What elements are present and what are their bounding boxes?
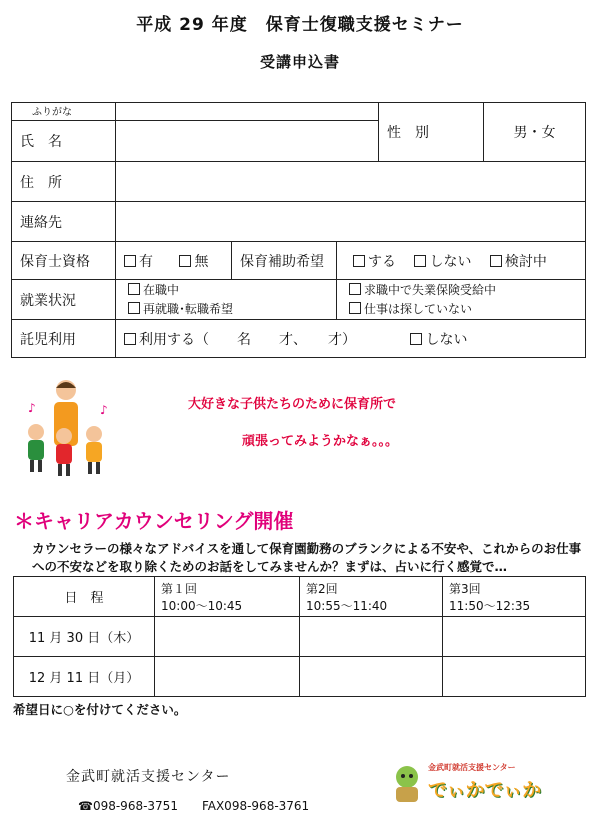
- contact-numbers: ☎098-968-3751 FAX098-968-3761: [78, 799, 310, 813]
- music-note-icon: ♪: [100, 403, 108, 417]
- logo-title: でぃかでぃか: [428, 779, 542, 801]
- center-name: 金武町就活支援センター: [66, 769, 231, 785]
- emp-seeking-checkbox[interactable]: [349, 283, 361, 295]
- employment-options-left[interactable]: [116, 280, 337, 320]
- qualification-label: 保育士資格: [12, 242, 116, 280]
- qualification-options[interactable]: [116, 242, 232, 280]
- slot-1: [155, 577, 300, 617]
- slot-3: [443, 577, 586, 617]
- application-form: [11, 102, 586, 358]
- gender-options[interactable]: 男・女: [484, 103, 586, 162]
- contact-label: 連絡先: [12, 202, 116, 242]
- qual-no-label: 無: [194, 253, 209, 270]
- date-1: 11 月 30 日（木）: [14, 617, 155, 657]
- childcare-use-checkbox[interactable]: [124, 333, 136, 345]
- mascot-icon: [388, 762, 426, 804]
- date-1-slot-2-cell[interactable]: [300, 617, 443, 657]
- emp-current-label: 在職中: [143, 282, 180, 297]
- date-1-slot-3-cell[interactable]: [443, 617, 586, 657]
- slot-label: 第2回: [306, 582, 338, 596]
- assist-consider-checkbox[interactable]: [490, 255, 502, 267]
- slot-label: 第１回: [161, 582, 198, 596]
- date-1-slot-1-cell[interactable]: [155, 617, 300, 657]
- slot-time: 10:00～10:45: [161, 599, 243, 613]
- date-2-slot-2-cell[interactable]: [300, 657, 443, 697]
- childcare-no-label: しない: [425, 331, 468, 348]
- promo-line-1: 大好きな子供たちのために保育所で: [188, 397, 397, 412]
- gender-label: 性 別: [379, 103, 484, 162]
- emp-reemploy-label: 再就職･転職希望: [143, 301, 234, 316]
- slot-time: 11:50～12:35: [449, 599, 531, 613]
- schedule-header: 日 程: [14, 577, 155, 617]
- center-logo: [384, 756, 544, 806]
- date-2-slot-1-cell[interactable]: [155, 657, 300, 697]
- assist-consider-label: 検討中: [504, 253, 547, 270]
- assist-no-label: しない: [429, 253, 472, 270]
- date-2: 12 月 11 日（月）: [14, 657, 155, 697]
- career-heading: ＊キャリアカウンセリング開催: [14, 509, 294, 533]
- name-input[interactable]: [116, 121, 379, 162]
- employment-options-right[interactable]: [337, 280, 586, 320]
- contact-input[interactable]: [116, 202, 586, 242]
- page-title: 平成 29 年度 保育士復職支援セミナー: [136, 15, 464, 35]
- address-input[interactable]: [116, 162, 586, 202]
- assistant-options[interactable]: [337, 242, 586, 280]
- furigana-input[interactable]: [116, 103, 379, 121]
- emp-not-looking-checkbox[interactable]: [349, 302, 361, 314]
- emp-seeking-label: 求職中で失業保険受給中: [364, 282, 497, 297]
- childcare-options[interactable]: [116, 320, 586, 358]
- form-subtitle: 受講申込書: [259, 53, 340, 71]
- emp-reemploy-checkbox[interactable]: [128, 302, 140, 314]
- emp-current-checkbox[interactable]: [128, 283, 140, 295]
- assistant-label: 保育補助希望: [232, 242, 337, 280]
- childcare-no-checkbox[interactable]: [410, 333, 422, 345]
- music-note-icon: ♪: [28, 401, 36, 415]
- schedule-table: [13, 576, 586, 697]
- name-label: 氏 名: [12, 121, 116, 162]
- furigana-label: ふりがな: [12, 103, 116, 121]
- emp-not-looking-label: 仕事は探していない: [364, 301, 473, 316]
- date-2-slot-3-cell[interactable]: [443, 657, 586, 697]
- logo-subtitle: 金武町就活支援センター: [428, 763, 516, 772]
- qual-yes-checkbox[interactable]: [124, 255, 136, 267]
- promo-line-2: 頑張ってみようかなぁ。。。: [242, 434, 399, 449]
- assist-yes-label: する: [368, 253, 396, 270]
- career-description: カウンセラーの様々なアドバイスを通して保育園勤務のブランクによる不安や、これからのお仕事への不安などを取り除くためのお話をしてみませんか？まずは、占いに行く感覚で…: [32, 541, 582, 574]
- slot-time: 10:55～11:40: [306, 599, 388, 613]
- slot-label: 第3回: [449, 582, 481, 596]
- employment-label: 就業状況: [12, 280, 116, 320]
- qual-no-checkbox[interactable]: [179, 255, 191, 267]
- selection-hint: 希望日に○を付けてください。: [13, 702, 187, 717]
- childcare-label: 託児利用: [12, 320, 116, 358]
- slot-2: [300, 577, 443, 617]
- address-label: 住 所: [12, 162, 116, 202]
- assist-no-checkbox[interactable]: [414, 255, 426, 267]
- qual-yes-label: 有: [139, 253, 153, 270]
- childcare-use-label: 利用する（ 名 才、 才）: [139, 331, 356, 348]
- assist-yes-checkbox[interactable]: [353, 255, 365, 267]
- teacher-children-illustration: [14, 376, 124, 481]
